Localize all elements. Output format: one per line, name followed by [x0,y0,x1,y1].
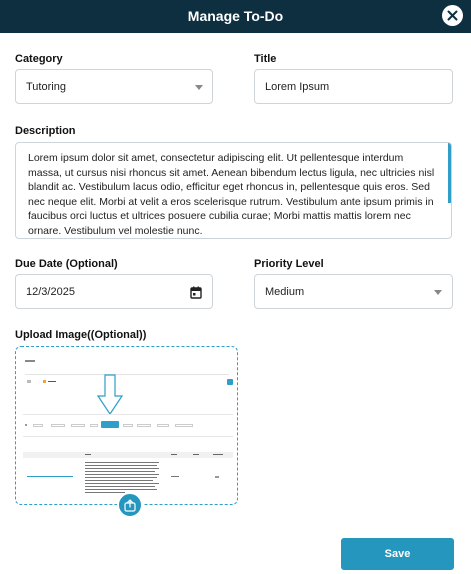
title-value: Lorem Ipsum [265,81,330,93]
description-textarea[interactable] [15,142,452,239]
description-value: Lorem ipsum dolor sit amet, consectetur adipiscing elit. Ut pellentesque interdum massa, ut cursus nisi rhoncus sit amet. Aenean bibendum lectus ligula, nec ultricies nisl blandit ac. Vestibulum lacus odio, efficitur eget rhoncus in, pellentesque quis eros. Sed nec neque elit. Morbi at velit a eros scelerisque rutrum. Vestibulum ante ipsum primis in faucibus orci luctus et ultrices posuere cubilia curae; Morbi mattis mattis lorem nec ornare. Vestibulum vel molestie nunc. [28,152,435,237]
title-input[interactable] [254,69,453,104]
close-icon [447,10,458,21]
modal-title: Manage To-Do [187,8,284,24]
category-select[interactable] [15,69,213,104]
due-date-value: 12/3/2025 [26,286,75,298]
uploaded-image-preview [19,350,235,502]
save-button[interactable]: Save [341,538,454,570]
image-upload-area[interactable] [15,346,238,505]
textarea-scrollbar[interactable] [448,143,451,203]
description-label: Description [15,125,76,137]
priority-label: Priority Level [254,258,324,270]
modal-header [0,0,471,33]
chevron-down-icon [434,290,442,295]
category-label: Category [15,53,63,65]
upload-label: Upload Image((Optional)) [15,329,147,341]
camera-upload-icon [124,498,136,512]
priority-select[interactable] [254,274,453,309]
title-label: Title [254,53,277,65]
close-button[interactable] [442,5,463,26]
chevron-down-icon [195,85,203,90]
upload-image-button[interactable] [117,492,143,518]
due-date-label: Due Date (Optional) [15,258,118,270]
category-value: Tutoring [26,81,66,93]
calendar-icon[interactable] [190,286,202,299]
priority-value: Medium [265,286,305,298]
due-date-input[interactable] [15,274,213,309]
